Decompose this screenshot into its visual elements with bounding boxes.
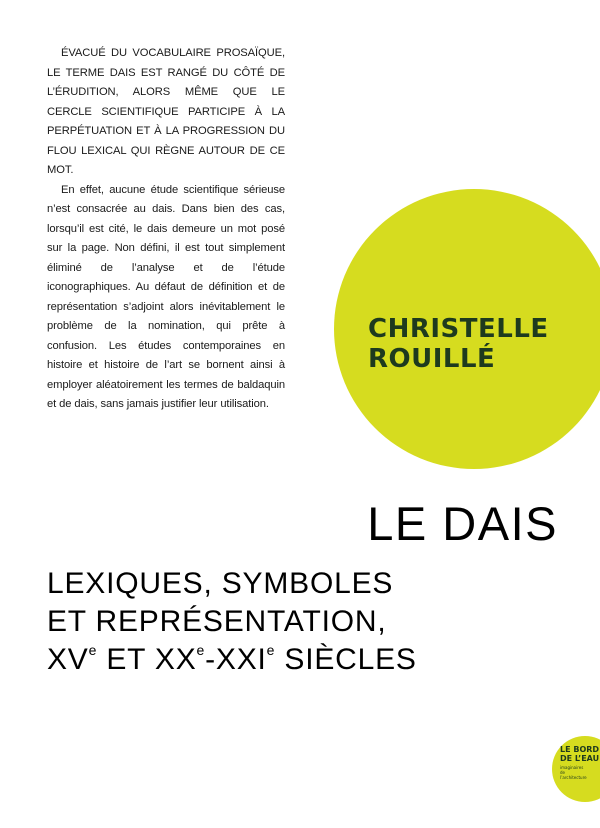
author-name (368, 314, 549, 374)
subtitle-dash: - (205, 643, 216, 676)
intro-text (47, 44, 285, 415)
publisher-tagline-line-2: de (560, 770, 565, 775)
publisher-tagline-line-1: imaginaires (560, 765, 584, 770)
author-first-name: CHRISTELLE (368, 314, 549, 344)
intro-paragraph-2: En effet, aucune étude scientifique sérieuse n’est consacrée au dais. Dans bien des cas, lorsqu’il est cité, le dais demeure un mot posé sur la page. Non défini, il est tout simplement éliminé de l’analyse et de l’étude iconographiques. Au défaut de définition et de représentation s’adjoint alors inévitablement le problème de la nomination, qui prête à confusion. Les études contemporaines en histoire et histoire de l’art se bornent ainsi à employer aléatoirement les termes de baldaquin et de dais, sans jamais justifier leur utilisation. (47, 183, 285, 410)
publisher-name-line-2: DE L’EAU (560, 753, 600, 763)
subtitle-line-3 (47, 641, 417, 679)
book-title: LE DAIS (367, 497, 558, 550)
publisher-name (560, 746, 599, 763)
author-last-name: ROUILLÉ (368, 344, 496, 374)
century-15: XV (47, 643, 89, 676)
publisher-tagline (560, 765, 600, 780)
subtitle-and: ET (97, 643, 155, 676)
century-21: XXI (215, 643, 267, 676)
publisher-tagline-line-3: l’architecture (560, 775, 587, 780)
subtitle-line-2: ET REPRÉSENTATION, (47, 605, 387, 638)
book-subtitle (47, 565, 417, 679)
subtitle-line-1: LEXIQUES, SYMBOLES (47, 567, 394, 600)
century-20: XX (154, 643, 197, 676)
intro-paragraph-1: ÉVACUÉ DU VOCABULAIRE PROSAÏQUE, LE TERME DAIS EST RANGÉ DU CÔTÉ DE L’ÉRUDITION, ALORS MÊME QUE LE CERCLE SCIENTIFIQUE PARTICIPE À LA PERPÉTUATION ET À LA PROGRESSION DU FLOU LEXICAL QUI RÈGNE AUTOUR DE CE MOT. (47, 47, 285, 176)
century-20-suffix: e (196, 642, 206, 658)
century-15-suffix: e (88, 642, 98, 658)
publisher-name-line-1: LE BORD (560, 745, 600, 754)
century-21-suffix: e (266, 642, 276, 658)
subtitle-centuries: SIÈCLES (275, 643, 417, 676)
publisher-logo (552, 736, 600, 802)
